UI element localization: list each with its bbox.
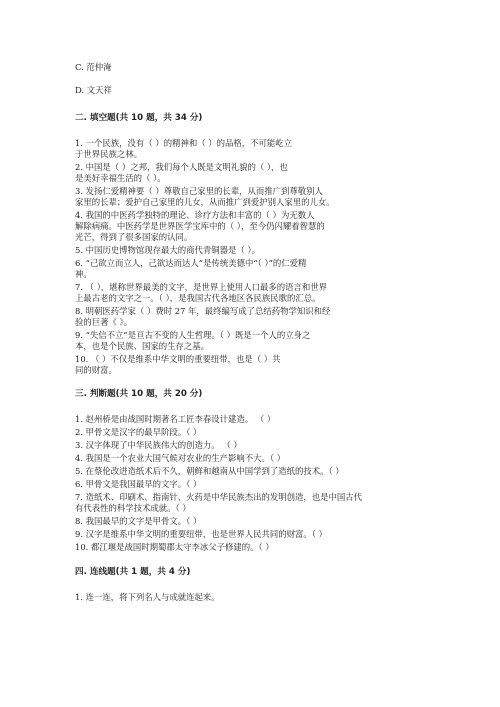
section-4-heading: 四. 连线题(共 1 题，共 4 分) [75, 567, 191, 577]
fill-line: 同的财富。 [75, 365, 117, 375]
fill-line: 验的巨著《 》。 [75, 317, 133, 327]
judge-line: 8. 我国最早的文字是甲骨文。（ ） [75, 516, 202, 526]
fill-line: 1. 一个民族，没有（ ）的精神和（ ）的品格，不可能屹立 [75, 138, 292, 148]
choice-d: D. 文天祥 [75, 85, 112, 95]
section-3-heading: 三. 判断题(共 10 题，共 20 分) [75, 389, 203, 399]
judge-line: 3. 汉字体现了中华民族伟大的创造力。 （ ） [75, 440, 242, 450]
fill-line: 8. 明朝医药学家（ ）费时 27 年，最终编写成了总结药物学知识和经 [75, 306, 331, 316]
fill-line: 7. （ ），堪称世界最美的文字，是世界上使用人口最多的语言和世界 [75, 282, 327, 292]
judge-line: 10. 都江堰是战国时期蜀郡太守李冰父子修建的。（ ） [75, 542, 274, 552]
fill-line: 10. （ ）不仅是维系中华文明的重要纽带，也是（ ）共 [75, 354, 281, 364]
judge-line: 2. 甲骨文是汉字的最早阶段。（ ） [75, 427, 202, 437]
fill-line: 家里的长辈；爱护自己家里的儿女，从而推广到爱护别人家里的儿女。 [75, 197, 335, 207]
judge-line: 4. 我国是一个农业大国气候对农业的生产影响不大。（ ） [75, 453, 286, 463]
fill-line: 神。 [75, 269, 92, 279]
fill-line: 9. “失信不立”是亘古不变的人生哲理。（ ）既是一个人的立身之 [75, 330, 311, 340]
fill-line: 2. 中国是（ ）之邦，我们每个人既是文明礼貌的（ ），也 [75, 162, 288, 172]
judge-line: 6. 甲骨文是我国最早的文字。（ ） [75, 479, 202, 489]
judge-line: 5. 在蔡伦改进造纸术后不久，朝鲜和越南从中国学到了造纸的技术。（ ） [75, 466, 344, 476]
fill-line: 是美好幸福生活的（ ）。 [75, 173, 166, 183]
choice-c: C. 范仲淹 [75, 62, 112, 72]
match-line: 1. 连一连，将下列名人与成就连起来。 [75, 592, 220, 602]
judge-line: 7. 造纸术、印刷术、指南针、火药是中华民族杰出的发明创造，也是中国古代 [75, 492, 363, 502]
fill-line: 本，也是个民族、国家的生存之基。 [75, 341, 209, 351]
section-2-heading: 二. 填空题(共 10 题，共 34 分) [75, 113, 203, 123]
judge-line: 1. 赵州桥是由战国时期著名工匠李春设计建造。 （ ） [75, 414, 276, 424]
fill-line: 于世界民族之林。 [75, 149, 142, 159]
fill-line: 光芒，得到了很多国家的认同。 [75, 232, 193, 242]
judge-line: 9. 汉字是维系中华文明的重要纽带，也是世界人民共同的财富。（ ） [75, 529, 327, 539]
fill-line: 6. “己欲立而立人，己欲达而达人”是传统美德中“（ ）”的仁爱精 [75, 258, 307, 268]
fill-line: 4. 我国的中医药学独特的理论、诊疗方法和丰富的（ ）为无数人 [75, 210, 315, 220]
judge-line: 有代表性的科学技术成就。（ ） [75, 503, 191, 513]
fill-line: 3. 发扬仁爱精神要（ ）尊敬自己家里的长辈，从而推广到尊敬别人 [75, 186, 323, 196]
fill-line: 解除病痛。中医药学是世界医学宝库中的（ ），至今仍闪耀着智慧的 [75, 221, 325, 231]
fill-line: 上最古老的文字之一。（ ），是我国古代各地区各民族民歌的汇总。 [75, 293, 321, 303]
fill-line: 5. 中国历史博物馆现存最大的商代青铜器是（ ）。 [75, 245, 260, 255]
